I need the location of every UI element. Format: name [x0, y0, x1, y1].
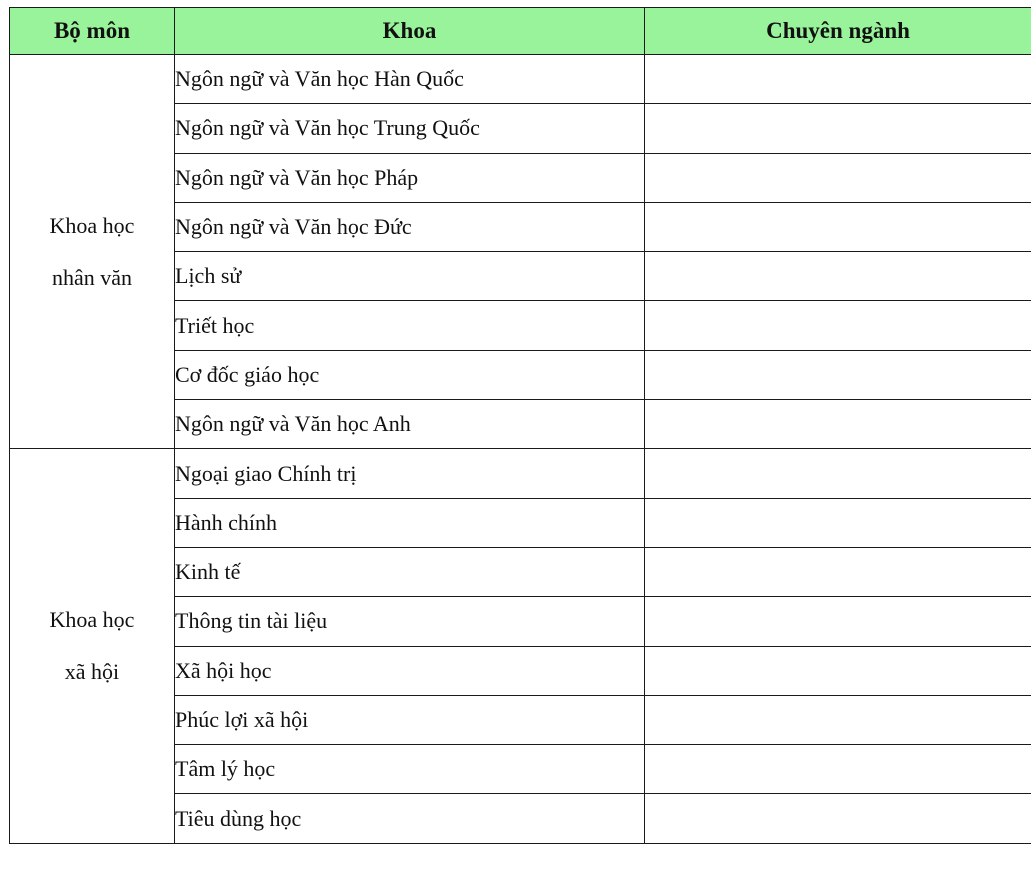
faculty-cell: Triết học [175, 301, 645, 350]
faculty-cell: Ngôn ngữ và Văn học Anh [175, 400, 645, 449]
faculty-cell: Tiêu dùng học [175, 794, 645, 843]
major-cell [645, 252, 1031, 301]
group-name-line1: Khoa học [49, 212, 135, 238]
major-cell [645, 202, 1031, 251]
header-faculty: Khoa [175, 8, 645, 55]
header-row [10, 8, 1031, 55]
group-name-line2: xã hội [64, 659, 120, 685]
table-row [10, 55, 1031, 104]
faculty-cell: Tâm lý học [175, 745, 645, 794]
faculty-cell: Hành chính [175, 498, 645, 547]
group-name-line1: Khoa học [49, 607, 135, 633]
major-cell [645, 498, 1031, 547]
header-major: Chuyên ngành [645, 8, 1031, 55]
major-cell [645, 153, 1031, 202]
group-name-line2: nhân văn [51, 264, 133, 290]
faculty-cell: Thông tin tài liệu [175, 597, 645, 646]
faculty-cell: Ngoại giao Chính trị [175, 449, 645, 498]
table-row [10, 449, 1031, 498]
group-cell-social-sciences [10, 449, 175, 843]
faculty-table [9, 7, 1031, 844]
major-cell [645, 745, 1031, 794]
faculty-cell: Ngôn ngữ và Văn học Pháp [175, 153, 645, 202]
faculty-cell: Ngôn ngữ và Văn học Trung Quốc [175, 104, 645, 153]
faculty-cell: Kinh tế [175, 547, 645, 596]
faculty-cell: Lịch sử [175, 252, 645, 301]
faculty-cell: Cơ đốc giáo học [175, 350, 645, 399]
major-cell [645, 695, 1031, 744]
group-cell-humanities [10, 55, 175, 449]
faculty-cell: Ngôn ngữ và Văn học Đức [175, 202, 645, 251]
faculty-cell: Xã hội học [175, 646, 645, 695]
major-cell [645, 597, 1031, 646]
faculty-cell: Ngôn ngữ và Văn học Hàn Quốc [175, 55, 645, 104]
major-cell [645, 350, 1031, 399]
faculty-cell: Phúc lợi xã hội [175, 695, 645, 744]
major-cell [645, 55, 1031, 104]
major-cell [645, 449, 1031, 498]
major-cell [645, 400, 1031, 449]
header-department: Bộ môn [10, 8, 175, 55]
major-cell [645, 794, 1031, 843]
major-cell [645, 104, 1031, 153]
major-cell [645, 547, 1031, 596]
major-cell [645, 646, 1031, 695]
major-cell [645, 301, 1031, 350]
